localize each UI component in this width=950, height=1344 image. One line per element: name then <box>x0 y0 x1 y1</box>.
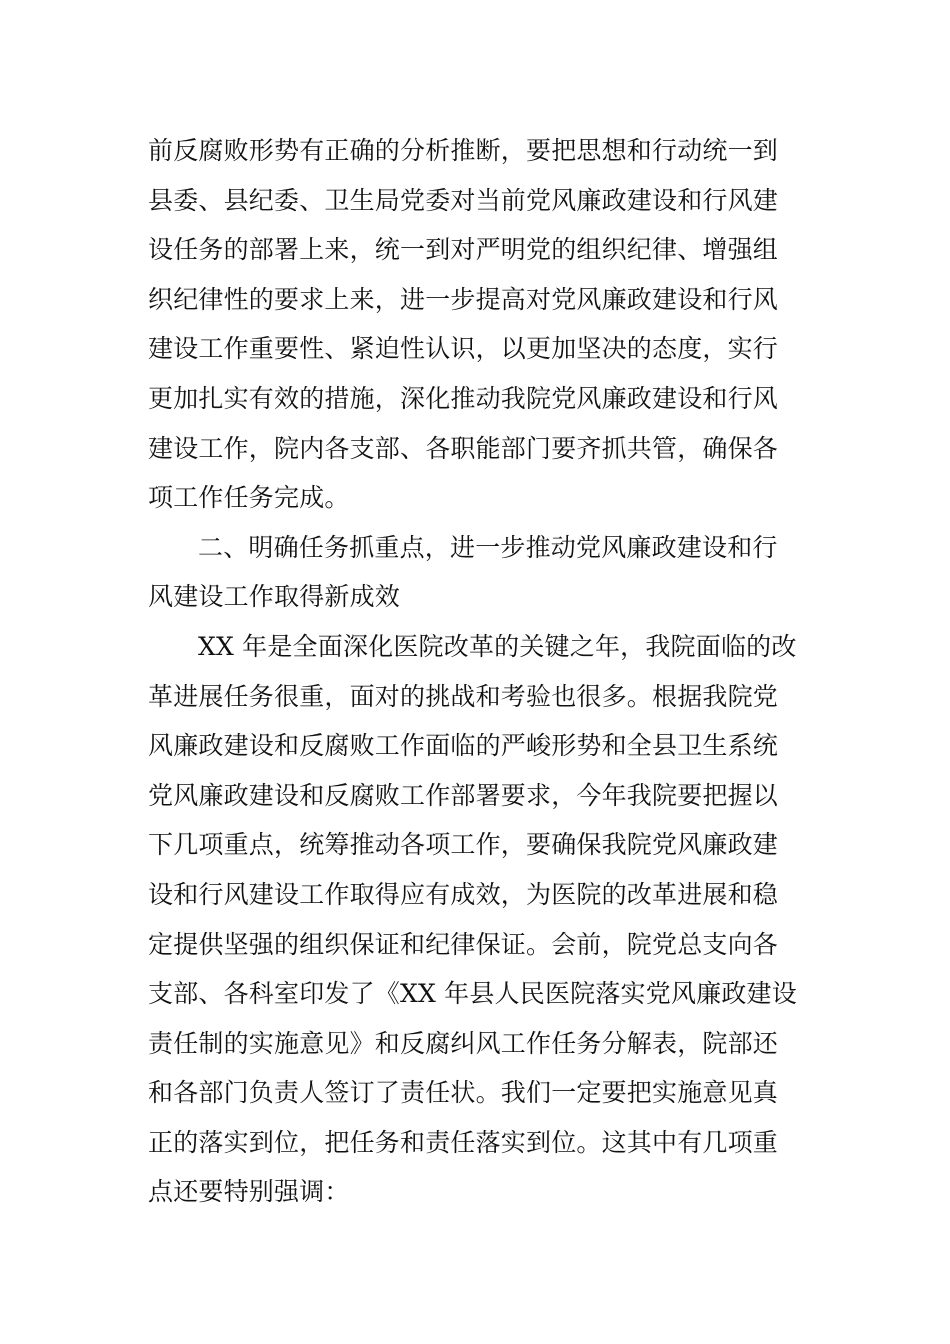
text-line: 织纪律性的要求上来，进一步提高对党风廉政建设和行风 <box>148 284 779 314</box>
text-line: 定提供坚强的组织保证和纪律保证。会前，院党总支向各 <box>148 929 779 959</box>
text-line: 前反腐败形势有正确的分析推断，要把思想和行动统一到 <box>148 136 779 165</box>
text-line: 项工作任务完成。 <box>148 483 350 513</box>
text-line: 革进展任务很重，面对的挑战和考验也很多。根据我院党 <box>148 681 779 711</box>
text-line: 风廉政建设和反腐败工作面临的严峻形势和全县卫生系统 <box>148 731 779 761</box>
text-line: 和各部门负责人签订了责任状。我们一定要把实施意见真 <box>148 1078 779 1108</box>
section-heading-line: 风建设工作取得新成效 <box>148 582 401 612</box>
text-line: 建设工作重要性、紧迫性认识，以更加坚决的态度，实行 <box>148 334 779 364</box>
text-line: 正的落实到位，把任务和责任落实到位。这其中有几项重 <box>148 1127 779 1157</box>
text-line: 责任制的实施意见》和反腐纠风工作任务分解表，院部还 <box>148 1028 779 1058</box>
text-line: 县委、县纪委、卫生局党委对当前党风廉政建设和行风建 <box>148 185 779 215</box>
text-line: 建设工作，院内各支部、各职能部门要齐抓共管，确保各 <box>148 433 779 463</box>
text-line: 设任务的部署上来，统一到对严明党的组织纪律、增强组 <box>148 235 779 265</box>
text-line: 点还要特别强调： <box>148 1177 350 1207</box>
text-line: 更加扎实有效的措施，深化推动我院党风廉政建设和行风 <box>148 383 779 413</box>
text-line: 党风廉政建设和反腐败工作部署要求，今年我院要把握以 <box>148 780 779 810</box>
document-body <box>148 126 798 1217</box>
text-line: XX 年是全面深化医院改革的关键之年，我院面临的改 <box>198 631 797 661</box>
text-line: 设和行风建设工作取得应有成效，为医院的改革进展和稳 <box>148 879 779 909</box>
text-line: 支部、各科室印发了《XX 年县人民医院落实党风廉政建设 <box>148 979 797 1009</box>
text-line: 下几项重点，统筹推动各项工作，要确保我院党风廉政建 <box>148 830 779 860</box>
section-heading-line: 二、明确任务抓重点，进一步推动党风廉政建设和行 <box>198 532 778 562</box>
